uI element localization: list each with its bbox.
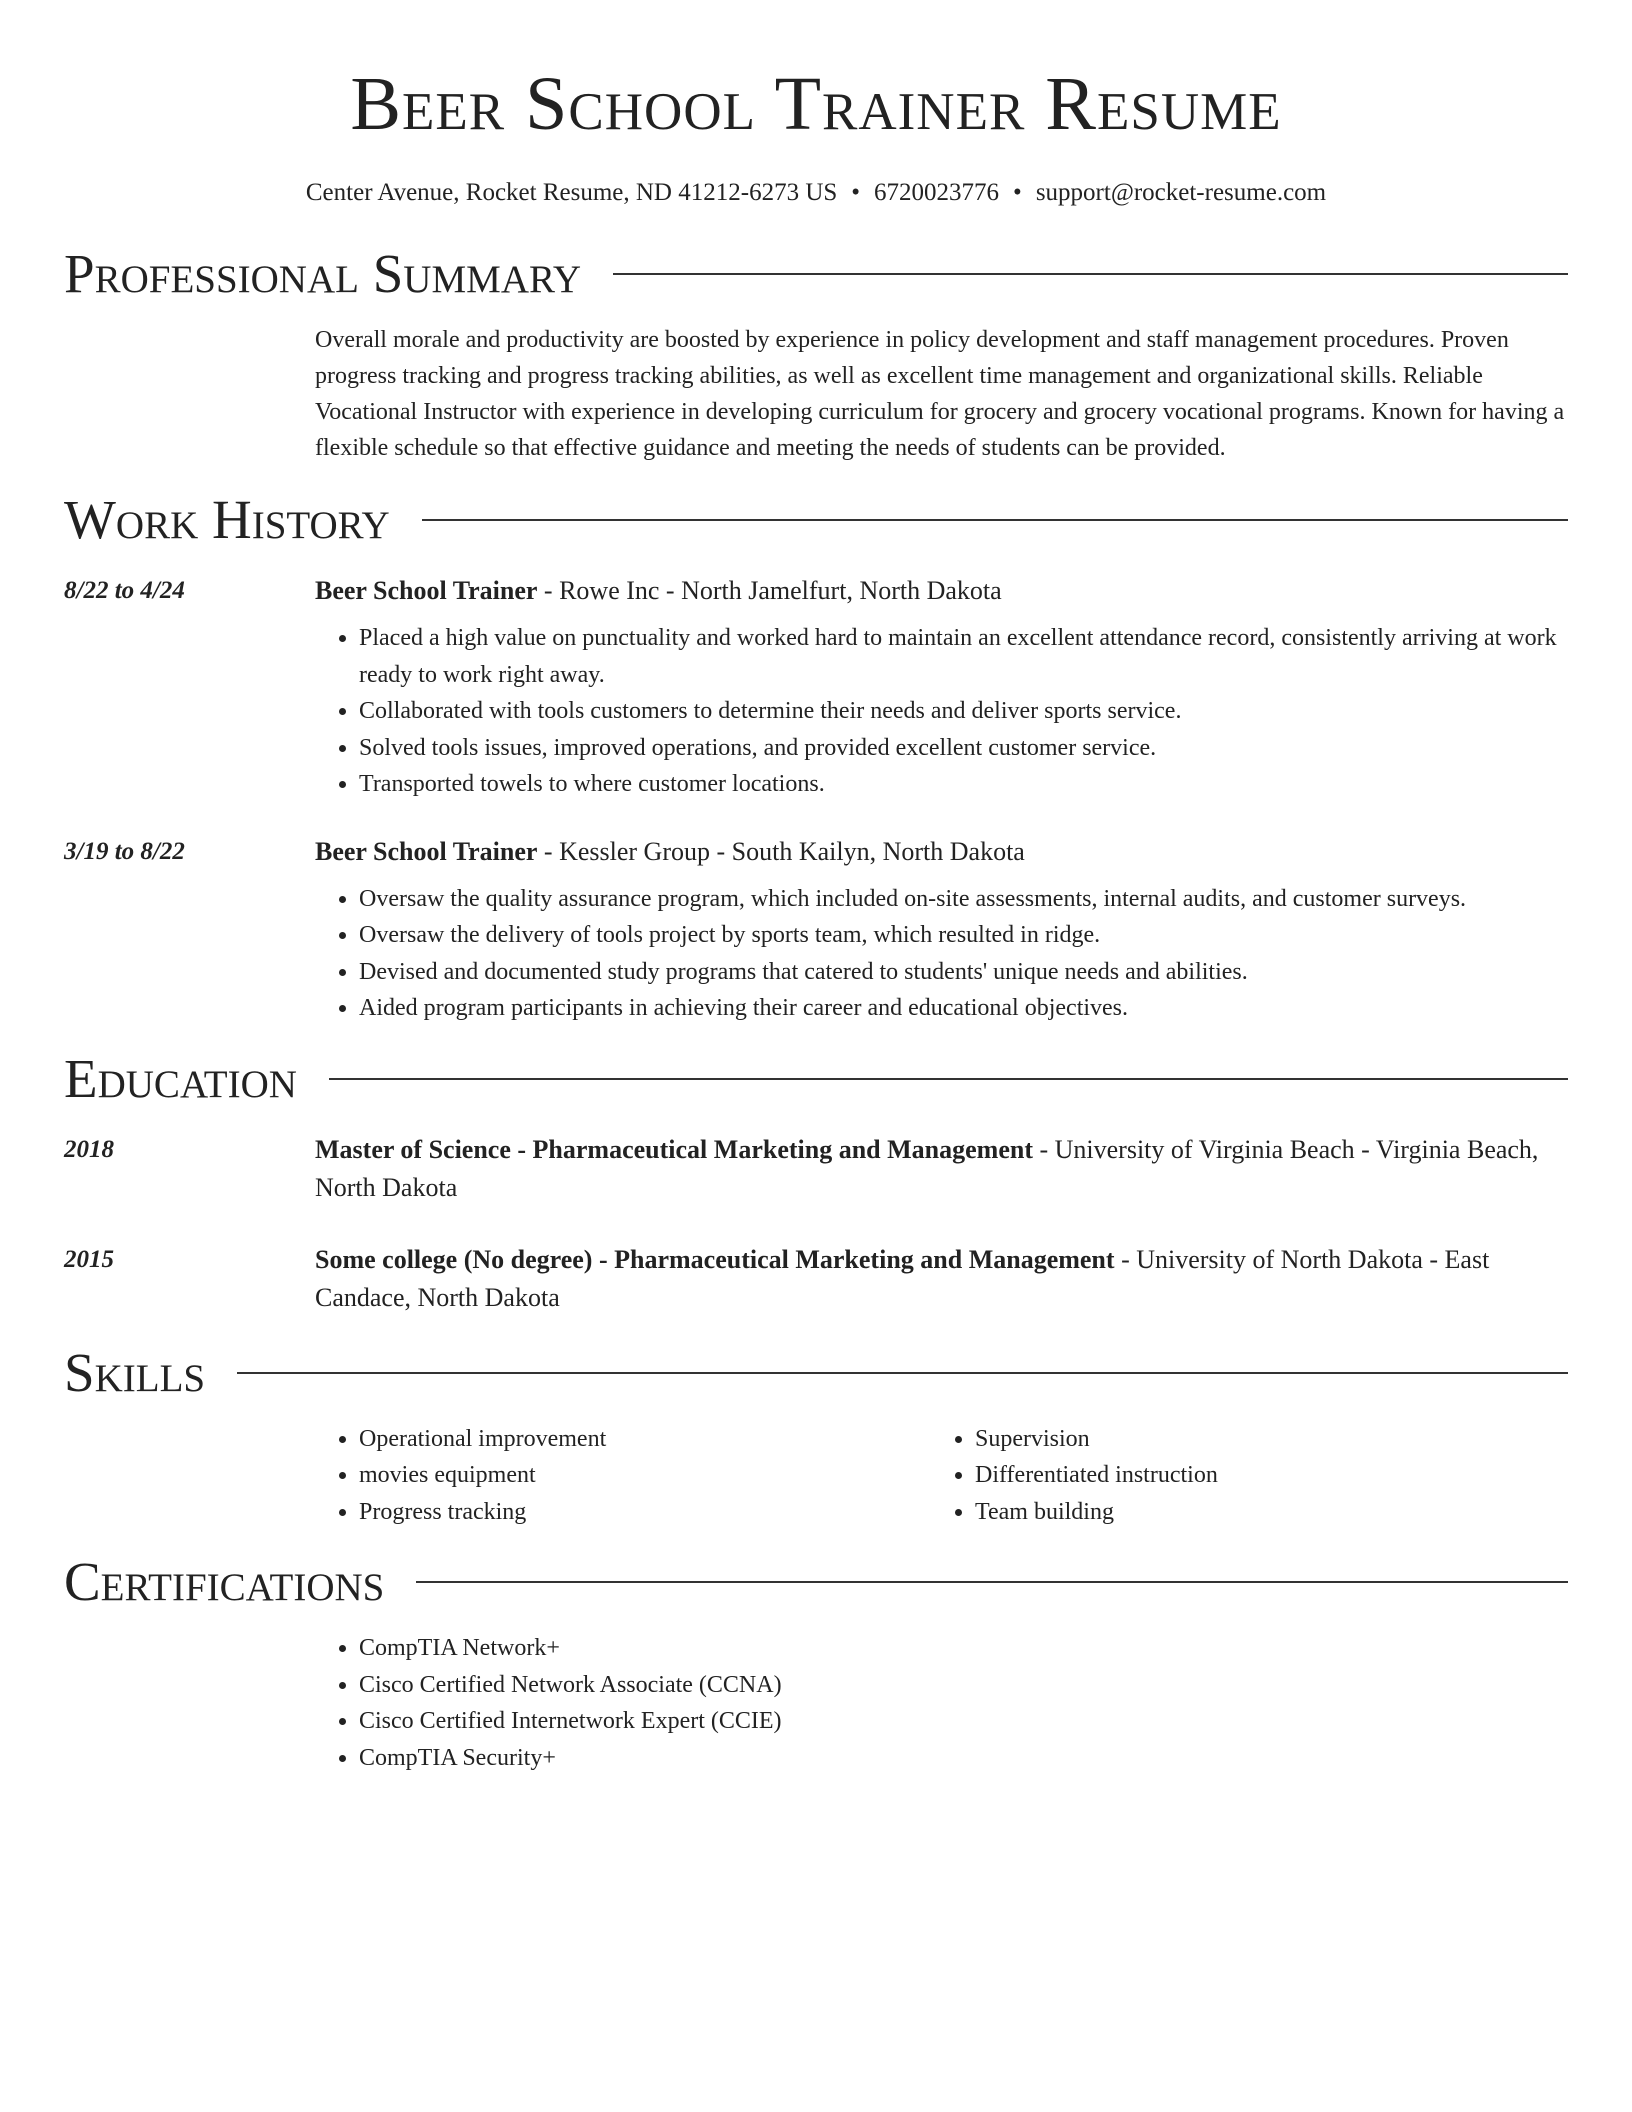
summary-heading: Professional Summary: [64, 243, 582, 304]
contact-email: support@rocket-resume.com: [1035, 179, 1327, 206]
skill-item: • Progress tracking: [359, 1494, 931, 1531]
summary-text: Overall morale and productivity are boosted by experience in policy development and staff management procedures. Proven progress tracking and progress tracking abilities, as well as excellent time management and organizational skills. Reliable Vocational Instructor with experience in developing curriculum for grocery and grocery vocational programs. Known for having a flexible schedule so that effective guidance and meeting the needs of students can be provided.: [315, 327, 1565, 461]
job-entry: [64, 572, 1568, 803]
contact-address: Center Avenue, Rocket Resume, ND 41212-6273 US: [305, 179, 838, 206]
job-bullet: • Aided program participants in achieving their career and educational objectives.: [359, 990, 1568, 1027]
education-section-header: [64, 1047, 1568, 1111]
certification-item: • CompTIA Security+: [359, 1740, 1568, 1777]
job-title: Beer School Trainer: [315, 576, 538, 605]
job-details: - Kessler Group - South Kailyn, North Dakota: [537, 836, 1025, 866]
contact-separator: •: [1013, 179, 1022, 206]
skill-item: • Supervision: [975, 1421, 1547, 1458]
certifications-list: [315, 1630, 1568, 1776]
job-dates: 3/19 to 8/22: [64, 837, 185, 865]
job-bullets: [315, 881, 1568, 1027]
contact-separator: •: [851, 179, 861, 206]
skills-heading: Skills: [64, 1341, 206, 1403]
skills-list: [315, 1421, 931, 1531]
skills-list: [931, 1421, 1547, 1531]
section-divider: [416, 1581, 1568, 1583]
skills-section-header: [64, 1341, 1568, 1405]
job-heading-line: [315, 833, 1568, 871]
certifications-block: [315, 1630, 1568, 1776]
job-content: [315, 572, 1568, 803]
section-divider: [329, 1078, 1568, 1080]
job-content: [315, 833, 1568, 1027]
education-content: [315, 1131, 1568, 1207]
contact-line: [64, 176, 1568, 210]
education-entry: [64, 1241, 1568, 1317]
section-divider: [422, 519, 1568, 521]
skill-item: • Team building: [975, 1494, 1547, 1531]
section-divider: [237, 1372, 1568, 1374]
job-title: Beer School Trainer: [315, 836, 538, 866]
education-details: - University of Virginia Beach - Virginia Beach, North Dakota: [315, 1134, 1539, 1202]
skill-item: • Differentiated instruction: [975, 1457, 1547, 1494]
job-bullet: • Devised and documented study programs that catered to students' unique needs and abilities.: [359, 954, 1568, 991]
work-heading: Work History: [64, 489, 390, 550]
job-bullet: • Oversaw the delivery of tools project by sports team, which resulted in ridge.: [359, 917, 1568, 954]
education-heading: Education: [64, 1047, 297, 1109]
skills-column-left: [315, 1421, 931, 1531]
education-year: 2015: [64, 1245, 114, 1273]
job-entry: [64, 833, 1568, 1027]
certifications-heading: Certifications: [64, 1551, 385, 1612]
certifications-section-header: [64, 1550, 1568, 1614]
work-section-header: [64, 488, 1568, 552]
skills-column-right: [931, 1421, 1547, 1531]
job-dates: 8/22 to 4/24: [64, 577, 185, 604]
job-bullet: • Collaborated with tools customers to determine their needs and deliver sports service.: [359, 693, 1568, 730]
skills-grid: [315, 1421, 1568, 1531]
job-details: - Rowe Inc - North Jamelfurt, North Dakota: [537, 576, 1002, 605]
education-details: - University of North Dakota - East Candace, North Dakota: [315, 1244, 1490, 1312]
job-bullet: • Solved tools issues, improved operations, and provided excellent customer service.: [359, 730, 1568, 767]
job-bullet: • Placed a high value on punctuality and worked hard to maintain an excellent attendance record, consistently arriving at work ready to work right away.: [359, 620, 1568, 693]
education-content: [315, 1241, 1568, 1317]
skill-item: • Operational improvement: [359, 1421, 931, 1458]
job-heading-line: [315, 572, 1568, 610]
certification-item: • CompTIA Network+: [359, 1630, 1568, 1667]
certification-item: • Cisco Certified Network Associate (CCNA): [359, 1667, 1568, 1704]
section-divider: [613, 273, 1568, 275]
certification-item: • Cisco Certified Internetwork Expert (CCIE): [359, 1703, 1568, 1740]
summary-section-header: [64, 242, 1568, 306]
skill-item: • movies equipment: [359, 1457, 931, 1494]
job-bullet: • Oversaw the quality assurance program, which included on-site assessments, internal audits, and customer surveys.: [359, 881, 1568, 918]
education-year: 2018: [64, 1135, 114, 1163]
job-bullets: [315, 620, 1568, 803]
job-bullet: • Transported towels to where customer locations.: [359, 766, 1568, 803]
resume-title: Beer School Trainer Resume: [350, 62, 1282, 146]
contact-phone: 6720023776: [874, 179, 1000, 206]
education-degree: Some college (No degree) - Pharmaceutical Marketing and Management: [315, 1244, 1115, 1274]
education-degree: Master of Science - Pharmaceutical Marketing and Management: [315, 1134, 1033, 1164]
education-entry: [64, 1131, 1568, 1207]
